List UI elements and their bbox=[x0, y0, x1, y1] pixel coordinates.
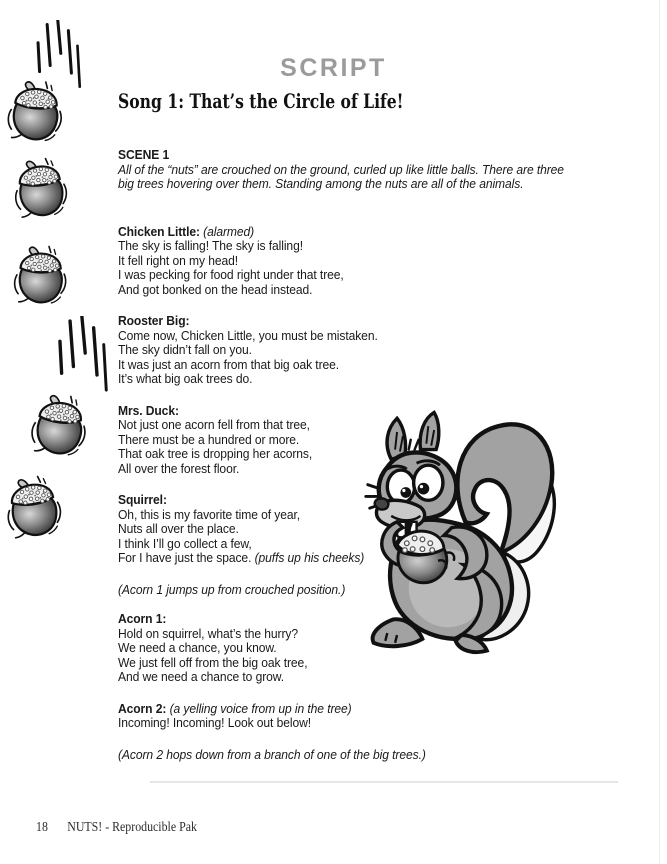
speaker-name: Chicken Little: bbox=[118, 223, 200, 239]
speaker-name: Squirrel: bbox=[118, 492, 167, 507]
scene-section bbox=[118, 147, 564, 192]
dialogue-line: Not just one acorn fell from that tree, bbox=[118, 417, 310, 432]
dialogue-line: The sky didn’t fall on you. bbox=[118, 342, 252, 357]
dialogue-line: And got bonked on the head instead. bbox=[118, 281, 313, 297]
speech-header bbox=[118, 225, 555, 240]
speech-header bbox=[118, 314, 555, 329]
speaker-name: Mrs. Duck: bbox=[118, 402, 179, 418]
dialogue-line: There must be a hundred or more. bbox=[118, 431, 300, 447]
inline-stage-direction: (puffs up his cheeks) bbox=[254, 550, 365, 565]
dialogue-line: It was just an acorn from that big oak tree. bbox=[118, 356, 340, 372]
dialogue-line: All over the forest floor. bbox=[118, 460, 240, 476]
page-number: 18 bbox=[36, 819, 48, 834]
dialogue-line: Come now, Chicken Little, you must be mistaken. bbox=[118, 327, 378, 343]
falling-acorn-illustration-3 bbox=[10, 244, 69, 307]
speaker-name: Acorn 2: bbox=[118, 700, 167, 716]
dialogue-line: I think I’ll go collect a few, bbox=[118, 535, 252, 551]
dialogue-line: Incoming! Incoming! Look out below! bbox=[118, 715, 311, 730]
speaker-name: Acorn 1: bbox=[118, 611, 167, 626]
song-title: Song 1: That’s the Circle of Life! bbox=[118, 89, 404, 113]
dialogue-line: And we need a chance to grow. bbox=[118, 669, 285, 684]
stage-direction: (Acorn 1 jumps up from crouched position.) bbox=[118, 581, 346, 597]
falling-acorn-illustration-2 bbox=[10, 156, 70, 220]
page-footer bbox=[36, 819, 197, 835]
dialogue-line: The sky is falling! The sky is falling! bbox=[118, 238, 303, 253]
speech-block bbox=[118, 314, 555, 387]
dialogue-line: Oh, this is my favorite time of year, bbox=[118, 506, 301, 522]
squirrel-illustration bbox=[358, 406, 563, 661]
dialogue-line: Hold on squirrel, what’s the hurry? bbox=[118, 625, 298, 641]
dialogue-line: For I have just the space. (puffs up his cheeks) bbox=[118, 550, 365, 565]
dialogue-line: I was pecking for food right under that tree, bbox=[118, 267, 344, 282]
inline-stage-direction: (alarmed) bbox=[203, 223, 255, 239]
scan-artifact-line bbox=[150, 781, 618, 783]
dialogue-line: We need a chance, you know. bbox=[118, 640, 277, 655]
dialogue-line: Nuts all over the place. bbox=[118, 521, 239, 536]
scene-description-line: big trees hovering over them. Standing among the nuts are all of the animals. bbox=[118, 176, 524, 191]
page-title: SCRIPT bbox=[280, 54, 387, 82]
stage-direction: (Acorn 2 hops down from a branch of one of the big trees.) bbox=[118, 746, 426, 762]
falling-acorn-illustration-4 bbox=[26, 390, 92, 459]
scene-description-line: All of the “nuts” are crouched on the ground, curled up like little balls. There are three bbox=[118, 161, 564, 177]
speech-block bbox=[118, 702, 555, 731]
footer-text: NUTS! - Reproducible Pak bbox=[67, 819, 197, 834]
dialogue-line: It’s what big oak trees do. bbox=[118, 371, 253, 386]
dialogue-line: We just fell off from the big oak tree, bbox=[118, 654, 308, 670]
falling-acorn-illustration-5 bbox=[2, 473, 64, 541]
falling-acorn-illustration-1 bbox=[3, 77, 67, 145]
inline-stage-direction: (a yelling voice from up in the tree) bbox=[169, 700, 352, 716]
dialogue-line: It fell right on my head! bbox=[118, 252, 238, 268]
scene-description bbox=[118, 161, 564, 192]
speech-header bbox=[118, 702, 555, 717]
speaker-name: Rooster Big: bbox=[118, 313, 190, 328]
dialogue-line: That oak tree is dropping her acorns, bbox=[118, 446, 313, 461]
page-edge-line bbox=[659, 0, 660, 864]
motion-lines-acorn-4 bbox=[48, 316, 114, 396]
scene-label: SCENE 1 bbox=[118, 147, 170, 162]
speech-block bbox=[118, 225, 555, 298]
